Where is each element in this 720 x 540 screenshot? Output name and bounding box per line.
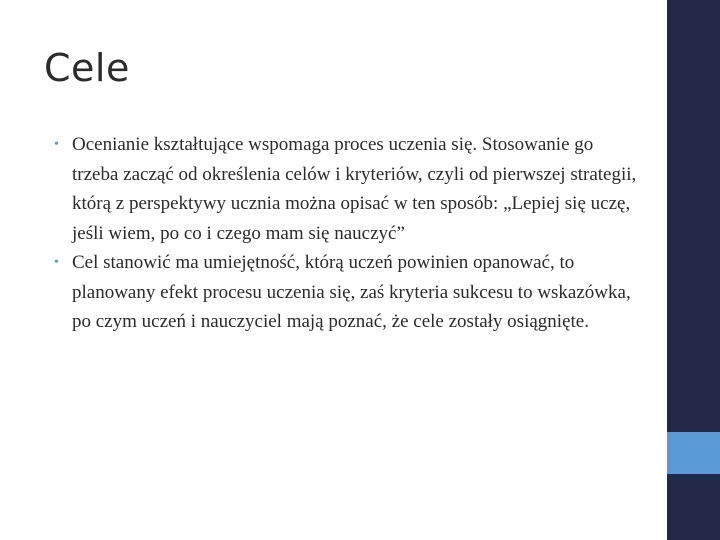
sidebar-accent-band [667, 432, 720, 474]
bullet-list [52, 130, 637, 337]
bullet-text: Ocenianie kształtujące wspomaga proces uczenia się. Stosowanie go trzeba zacząć od określenia celów i kryteriów, czyli od pierwszej strategii, którą z perspektywy ucznia można opisać w ten sposób: „Lepiej się uczę, jeśli wiem, po co i czego mam się nauczyć” [72, 134, 637, 244]
sidebar-bottom-band [667, 474, 720, 540]
bullet-text: Cel stanowić ma umiejętność, którą uczeń powinien opanować, to planowany efekt procesu uczenia się, zaś kryteria sukcesu to wskazówka, po czym uczeń i nauczyciel mają poznać, że cele zostały osiągnięte. [72, 252, 631, 332]
bullet-marker-icon: • [54, 255, 59, 270]
bullet-item [52, 130, 637, 248]
bullet-item [52, 248, 637, 337]
slide-title: Cele [44, 46, 130, 90]
sidebar-dark-band [667, 0, 720, 432]
bullet-marker-icon: • [54, 137, 59, 152]
